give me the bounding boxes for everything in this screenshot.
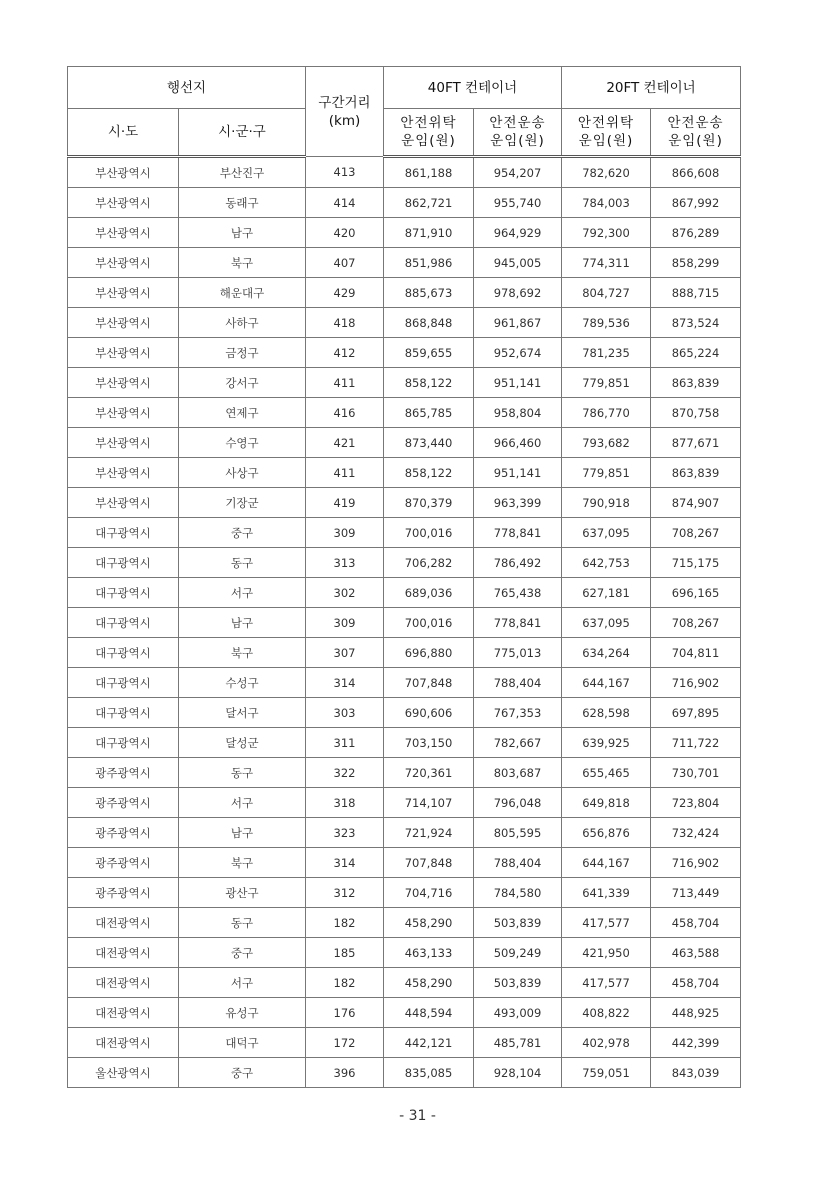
- table-row: [68, 698, 741, 728]
- 20ft-consign-fare-cell: 417,577: [562, 968, 651, 998]
- distance-header: [306, 67, 384, 157]
- 40ft-consign-fare-cell: 720,361: [384, 758, 474, 788]
- district-cell: 서구: [179, 968, 306, 998]
- 20ft-consign-fare-cell: 641,339: [562, 878, 651, 908]
- 20ft-transport-fare-cell: 873,524: [651, 308, 741, 338]
- region-cell: 부산광역시: [68, 338, 179, 368]
- district-cell: 남구: [179, 818, 306, 848]
- distance-cell: 172: [306, 1028, 384, 1058]
- header-line: 운임(원): [668, 133, 723, 149]
- distance-cell: 182: [306, 908, 384, 938]
- table-row: [68, 728, 741, 758]
- 40ft-transport-fare-cell: 954,207: [474, 157, 562, 188]
- table-row: [68, 398, 741, 428]
- district-cell: 사상구: [179, 458, 306, 488]
- table-row: [68, 188, 741, 218]
- 40ft-consign-fare-cell: 704,716: [384, 878, 474, 908]
- 20ft-consign-fare-cell: 649,818: [562, 788, 651, 818]
- region-cell: 부산광역시: [68, 428, 179, 458]
- district-cell: 연제구: [179, 398, 306, 428]
- 40ft-transport-fare-cell: 958,804: [474, 398, 562, 428]
- 40ft-transport-fare-cell: 784,580: [474, 878, 562, 908]
- 40ft-transport-fare-cell: 803,687: [474, 758, 562, 788]
- 40ft-transport-fare-cell: 961,867: [474, 308, 562, 338]
- table-row: [68, 938, 741, 968]
- region-cell: 대구광역시: [68, 518, 179, 548]
- distance-cell: 313: [306, 548, 384, 578]
- table-row: [68, 908, 741, 938]
- header-line: 운임(원): [578, 133, 634, 149]
- 20ft-consign-fare-cell: 642,753: [562, 548, 651, 578]
- region-cell: 대구광역시: [68, 668, 179, 698]
- 40ft-consign-fare-cell: 851,986: [384, 248, 474, 278]
- header-line: 안전위탁: [400, 115, 457, 131]
- 40ft-transport-fare-cell: 493,009: [474, 998, 562, 1028]
- table-row: [68, 638, 741, 668]
- distance-cell: 322: [306, 758, 384, 788]
- distance-cell: 419: [306, 488, 384, 518]
- district-cell: 서구: [179, 578, 306, 608]
- district-cell: 수영구: [179, 428, 306, 458]
- 20ft-consign-fare-cell: 792,300: [562, 218, 651, 248]
- region-cell: 대구광역시: [68, 548, 179, 578]
- 20ft-consign-fare-cell: 634,264: [562, 638, 651, 668]
- 40ft-consign-fare-cell: 458,290: [384, 968, 474, 998]
- 20ft-transport-fare-cell: 877,671: [651, 428, 741, 458]
- table-row: [68, 848, 741, 878]
- district-cell: 북구: [179, 848, 306, 878]
- 20ft-consign-fare-cell: 786,770: [562, 398, 651, 428]
- 40ft-transport-fare-cell: 788,404: [474, 668, 562, 698]
- distance-cell: 185: [306, 938, 384, 968]
- 20ft-transport-fare-cell: 716,902: [651, 668, 741, 698]
- 20ft-transport-fare-cell: 863,839: [651, 458, 741, 488]
- 40ft-transport-fare-cell: 503,839: [474, 968, 562, 998]
- table-row: [68, 548, 741, 578]
- table-row: [68, 818, 741, 848]
- distance-cell: 309: [306, 608, 384, 638]
- 20ft-consign-fare-cell: 637,095: [562, 518, 651, 548]
- 20ft-consign-fare-cell: 779,851: [562, 458, 651, 488]
- distance-cell: 416: [306, 398, 384, 428]
- 40ft-safe-consign-header: [384, 109, 474, 157]
- distance-cell: 411: [306, 458, 384, 488]
- 20ft-consign-fare-cell: 639,925: [562, 728, 651, 758]
- table-row: [68, 157, 741, 188]
- 40ft-transport-fare-cell: 503,839: [474, 908, 562, 938]
- distance-cell: 413: [306, 157, 384, 188]
- 20ft-consign-fare-cell: 402,978: [562, 1028, 651, 1058]
- 20ft-transport-fare-cell: 870,758: [651, 398, 741, 428]
- 20ft-transport-fare-cell: 858,299: [651, 248, 741, 278]
- 40ft-transport-fare-cell: 509,249: [474, 938, 562, 968]
- region-cell: 부산광역시: [68, 248, 179, 278]
- table-row: [68, 968, 741, 998]
- table-body: [68, 157, 741, 1088]
- 20ft-transport-fare-cell: 708,267: [651, 518, 741, 548]
- region-cell: 울산광역시: [68, 1058, 179, 1088]
- 20ft-transport-fare-cell: 711,722: [651, 728, 741, 758]
- page-number: - 31 -: [399, 1108, 436, 1124]
- 40ft-transport-fare-cell: 786,492: [474, 548, 562, 578]
- header-line: 운임(원): [490, 133, 545, 149]
- 40ft-consign-fare-cell: 873,440: [384, 428, 474, 458]
- distance-cell: 303: [306, 698, 384, 728]
- table-row: [68, 998, 741, 1028]
- 20ft-transport-fare-cell: 716,902: [651, 848, 741, 878]
- distance-header-label: 구간거리: [318, 94, 371, 111]
- header-line: 안전운송: [667, 115, 724, 131]
- 20ft-consign-fare-cell: 644,167: [562, 848, 651, 878]
- 20ft-consign-fare-cell: 656,876: [562, 818, 651, 848]
- district-cell: 강서구: [179, 368, 306, 398]
- district-header: 시·군·구: [179, 109, 306, 157]
- 20ft-consign-fare-cell: 655,465: [562, 758, 651, 788]
- region-cell: 광주광역시: [68, 848, 179, 878]
- 40ft-consign-fare-cell: 707,848: [384, 668, 474, 698]
- district-cell: 달서구: [179, 698, 306, 728]
- 20ft-transport-fare-cell: 723,804: [651, 788, 741, 818]
- region-cell: 부산광역시: [68, 368, 179, 398]
- distance-cell: 182: [306, 968, 384, 998]
- district-cell: 부산진구: [179, 157, 306, 188]
- district-cell: 대덕구: [179, 1028, 306, 1058]
- 40ft-transport-fare-cell: 485,781: [474, 1028, 562, 1058]
- 20ft-transport-fare-cell: 715,175: [651, 548, 741, 578]
- 40ft-consign-fare-cell: 868,848: [384, 308, 474, 338]
- district-cell: 금정구: [179, 338, 306, 368]
- container-40ft-header: 40FT 컨테이너: [384, 67, 562, 109]
- table-row: [68, 518, 741, 548]
- district-cell: 동구: [179, 758, 306, 788]
- district-cell: 중구: [179, 938, 306, 968]
- 40ft-transport-fare-cell: 951,141: [474, 458, 562, 488]
- 20ft-transport-fare-cell: 697,895: [651, 698, 741, 728]
- distance-cell: 429: [306, 278, 384, 308]
- 40ft-transport-fare-cell: 778,841: [474, 518, 562, 548]
- distance-cell: 411: [306, 368, 384, 398]
- 20ft-transport-fare-cell: 732,424: [651, 818, 741, 848]
- district-cell: 유성구: [179, 998, 306, 1028]
- district-cell: 남구: [179, 218, 306, 248]
- 20ft-consign-fare-cell: 644,167: [562, 668, 651, 698]
- region-cell: 광주광역시: [68, 758, 179, 788]
- 40ft-transport-fare-cell: 778,841: [474, 608, 562, 638]
- region-cell: 광주광역시: [68, 788, 179, 818]
- 20ft-consign-fare-cell: 793,682: [562, 428, 651, 458]
- table-row: [68, 248, 741, 278]
- 40ft-transport-fare-cell: 782,667: [474, 728, 562, 758]
- distance-cell: 314: [306, 848, 384, 878]
- region-cell: 광주광역시: [68, 878, 179, 908]
- 20ft-transport-fare-cell: 708,267: [651, 608, 741, 638]
- table-row: [68, 428, 741, 458]
- destination-header: 행선지: [68, 67, 306, 109]
- 20ft-consign-fare-cell: 421,950: [562, 938, 651, 968]
- 40ft-consign-fare-cell: 458,290: [384, 908, 474, 938]
- distance-cell: 176: [306, 998, 384, 1028]
- distance-header-unit: (km): [328, 112, 361, 129]
- 20ft-consign-fare-cell: 790,918: [562, 488, 651, 518]
- table-row: [68, 338, 741, 368]
- 20ft-consign-fare-cell: 784,003: [562, 188, 651, 218]
- distance-cell: 421: [306, 428, 384, 458]
- distance-cell: 407: [306, 248, 384, 278]
- district-cell: 동래구: [179, 188, 306, 218]
- region-cell: 대구광역시: [68, 578, 179, 608]
- 20ft-consign-fare-cell: 627,181: [562, 578, 651, 608]
- region-cell: 대구광역시: [68, 698, 179, 728]
- 20ft-safe-consign-header: [562, 109, 651, 157]
- 20ft-transport-fare-cell: 458,704: [651, 908, 741, 938]
- 20ft-consign-fare-cell: 789,536: [562, 308, 651, 338]
- 20ft-transport-fare-cell: 888,715: [651, 278, 741, 308]
- district-cell: 광산구: [179, 878, 306, 908]
- district-cell: 기장군: [179, 488, 306, 518]
- table-row: [68, 878, 741, 908]
- distance-cell: 311: [306, 728, 384, 758]
- distance-cell: 323: [306, 818, 384, 848]
- 40ft-consign-fare-cell: 707,848: [384, 848, 474, 878]
- 20ft-consign-fare-cell: 637,095: [562, 608, 651, 638]
- header-line: 운임(원): [401, 133, 456, 149]
- 20ft-transport-fare-cell: 730,701: [651, 758, 741, 788]
- 20ft-transport-fare-cell: 696,165: [651, 578, 741, 608]
- district-cell: 사하구: [179, 308, 306, 338]
- 20ft-transport-fare-cell: 843,039: [651, 1058, 741, 1088]
- 20ft-consign-fare-cell: 804,727: [562, 278, 651, 308]
- region-cell: 부산광역시: [68, 278, 179, 308]
- region-cell: 대구광역시: [68, 608, 179, 638]
- region-cell: 대전광역시: [68, 1028, 179, 1058]
- 40ft-consign-fare-cell: 690,606: [384, 698, 474, 728]
- table-row: [68, 1058, 741, 1088]
- region-cell: 부산광역시: [68, 308, 179, 338]
- 20ft-consign-fare-cell: 408,822: [562, 998, 651, 1028]
- 40ft-consign-fare-cell: 442,121: [384, 1028, 474, 1058]
- distance-cell: 318: [306, 788, 384, 818]
- district-cell: 동구: [179, 548, 306, 578]
- table-row: [68, 458, 741, 488]
- 40ft-consign-fare-cell: 696,880: [384, 638, 474, 668]
- 40ft-transport-fare-cell: 928,104: [474, 1058, 562, 1088]
- 40ft-consign-fare-cell: 861,188: [384, 157, 474, 188]
- 20ft-consign-fare-cell: 782,620: [562, 157, 651, 188]
- 40ft-transport-fare-cell: 963,399: [474, 488, 562, 518]
- 20ft-consign-fare-cell: 774,311: [562, 248, 651, 278]
- region-cell: 대구광역시: [68, 638, 179, 668]
- 20ft-transport-fare-cell: 867,992: [651, 188, 741, 218]
- 20ft-transport-fare-cell: 713,449: [651, 878, 741, 908]
- 40ft-consign-fare-cell: 885,673: [384, 278, 474, 308]
- region-cell: 부산광역시: [68, 218, 179, 248]
- distance-cell: 302: [306, 578, 384, 608]
- region-cell: 부산광역시: [68, 188, 179, 218]
- 20ft-transport-fare-cell: 863,839: [651, 368, 741, 398]
- 40ft-transport-fare-cell: 796,048: [474, 788, 562, 818]
- 40ft-transport-fare-cell: 964,929: [474, 218, 562, 248]
- 20ft-transport-fare-cell: 448,925: [651, 998, 741, 1028]
- 40ft-consign-fare-cell: 858,122: [384, 458, 474, 488]
- region-cell: 대구광역시: [68, 728, 179, 758]
- 20ft-safe-transport-header: [651, 109, 741, 157]
- 40ft-consign-fare-cell: 858,122: [384, 368, 474, 398]
- 20ft-transport-fare-cell: 458,704: [651, 968, 741, 998]
- 20ft-transport-fare-cell: 463,588: [651, 938, 741, 968]
- district-cell: 북구: [179, 248, 306, 278]
- 40ft-transport-fare-cell: 955,740: [474, 188, 562, 218]
- 40ft-consign-fare-cell: 700,016: [384, 518, 474, 548]
- region-cell: 대전광역시: [68, 968, 179, 998]
- table-row: [68, 608, 741, 638]
- 40ft-consign-fare-cell: 463,133: [384, 938, 474, 968]
- 40ft-transport-fare-cell: 765,438: [474, 578, 562, 608]
- table-row: [68, 218, 741, 248]
- 40ft-consign-fare-cell: 859,655: [384, 338, 474, 368]
- 40ft-transport-fare-cell: 945,005: [474, 248, 562, 278]
- 40ft-consign-fare-cell: 700,016: [384, 608, 474, 638]
- region-cell: 대전광역시: [68, 998, 179, 1028]
- 20ft-consign-fare-cell: 628,598: [562, 698, 651, 728]
- 20ft-consign-fare-cell: 779,851: [562, 368, 651, 398]
- table-row: [68, 668, 741, 698]
- district-cell: 해운대구: [179, 278, 306, 308]
- district-cell: 서구: [179, 788, 306, 818]
- table-row: [68, 278, 741, 308]
- 40ft-transport-fare-cell: 805,595: [474, 818, 562, 848]
- distance-cell: 314: [306, 668, 384, 698]
- 40ft-transport-fare-cell: 788,404: [474, 848, 562, 878]
- district-cell: 동구: [179, 908, 306, 938]
- table-row: [68, 488, 741, 518]
- distance-cell: 312: [306, 878, 384, 908]
- district-cell: 수성구: [179, 668, 306, 698]
- 40ft-consign-fare-cell: 448,594: [384, 998, 474, 1028]
- header-line: 안전운송: [489, 115, 546, 131]
- table-row: [68, 758, 741, 788]
- table-row: [68, 368, 741, 398]
- 20ft-consign-fare-cell: 759,051: [562, 1058, 651, 1088]
- distance-cell: 418: [306, 308, 384, 338]
- distance-cell: 420: [306, 218, 384, 248]
- 20ft-transport-fare-cell: 866,608: [651, 157, 741, 188]
- district-cell: 중구: [179, 518, 306, 548]
- district-cell: 중구: [179, 1058, 306, 1088]
- 20ft-consign-fare-cell: 781,235: [562, 338, 651, 368]
- distance-cell: 307: [306, 638, 384, 668]
- 40ft-consign-fare-cell: 871,910: [384, 218, 474, 248]
- distance-cell: 396: [306, 1058, 384, 1088]
- 40ft-consign-fare-cell: 870,379: [384, 488, 474, 518]
- 40ft-transport-fare-cell: 767,353: [474, 698, 562, 728]
- distance-cell: 414: [306, 188, 384, 218]
- 40ft-consign-fare-cell: 689,036: [384, 578, 474, 608]
- 40ft-transport-fare-cell: 952,674: [474, 338, 562, 368]
- region-cell: 부산광역시: [68, 157, 179, 188]
- distance-cell: 412: [306, 338, 384, 368]
- district-cell: 달성군: [179, 728, 306, 758]
- header-line: 안전위탁: [577, 115, 635, 131]
- region-cell: 부산광역시: [68, 488, 179, 518]
- 40ft-consign-fare-cell: 862,721: [384, 188, 474, 218]
- 20ft-transport-fare-cell: 874,907: [651, 488, 741, 518]
- 20ft-transport-fare-cell: 876,289: [651, 218, 741, 248]
- region-cell: 대전광역시: [68, 938, 179, 968]
- table-row: [68, 308, 741, 338]
- district-cell: 남구: [179, 608, 306, 638]
- 40ft-consign-fare-cell: 835,085: [384, 1058, 474, 1088]
- distance-cell: 309: [306, 518, 384, 548]
- region-cell: 부산광역시: [68, 398, 179, 428]
- region-cell: 대전광역시: [68, 908, 179, 938]
- table-row: [68, 788, 741, 818]
- container-fare-table: [67, 66, 741, 1088]
- 40ft-consign-fare-cell: 703,150: [384, 728, 474, 758]
- 20ft-transport-fare-cell: 704,811: [651, 638, 741, 668]
- table-row: [68, 1028, 741, 1058]
- region-header: 시·도: [68, 109, 179, 157]
- table-row: [68, 578, 741, 608]
- 40ft-consign-fare-cell: 865,785: [384, 398, 474, 428]
- region-cell: 부산광역시: [68, 458, 179, 488]
- 40ft-safe-transport-header: [474, 109, 562, 157]
- 40ft-consign-fare-cell: 721,924: [384, 818, 474, 848]
- district-cell: 북구: [179, 638, 306, 668]
- 20ft-consign-fare-cell: 417,577: [562, 908, 651, 938]
- table-header: [68, 67, 741, 157]
- 40ft-transport-fare-cell: 966,460: [474, 428, 562, 458]
- container-20ft-header: 20FT 컨테이너: [562, 67, 741, 109]
- 40ft-transport-fare-cell: 775,013: [474, 638, 562, 668]
- 40ft-consign-fare-cell: 714,107: [384, 788, 474, 818]
- 40ft-transport-fare-cell: 951,141: [474, 368, 562, 398]
- 20ft-transport-fare-cell: 865,224: [651, 338, 741, 368]
- 40ft-transport-fare-cell: 978,692: [474, 278, 562, 308]
- 20ft-transport-fare-cell: 442,399: [651, 1028, 741, 1058]
- region-cell: 광주광역시: [68, 818, 179, 848]
- 40ft-consign-fare-cell: 706,282: [384, 548, 474, 578]
